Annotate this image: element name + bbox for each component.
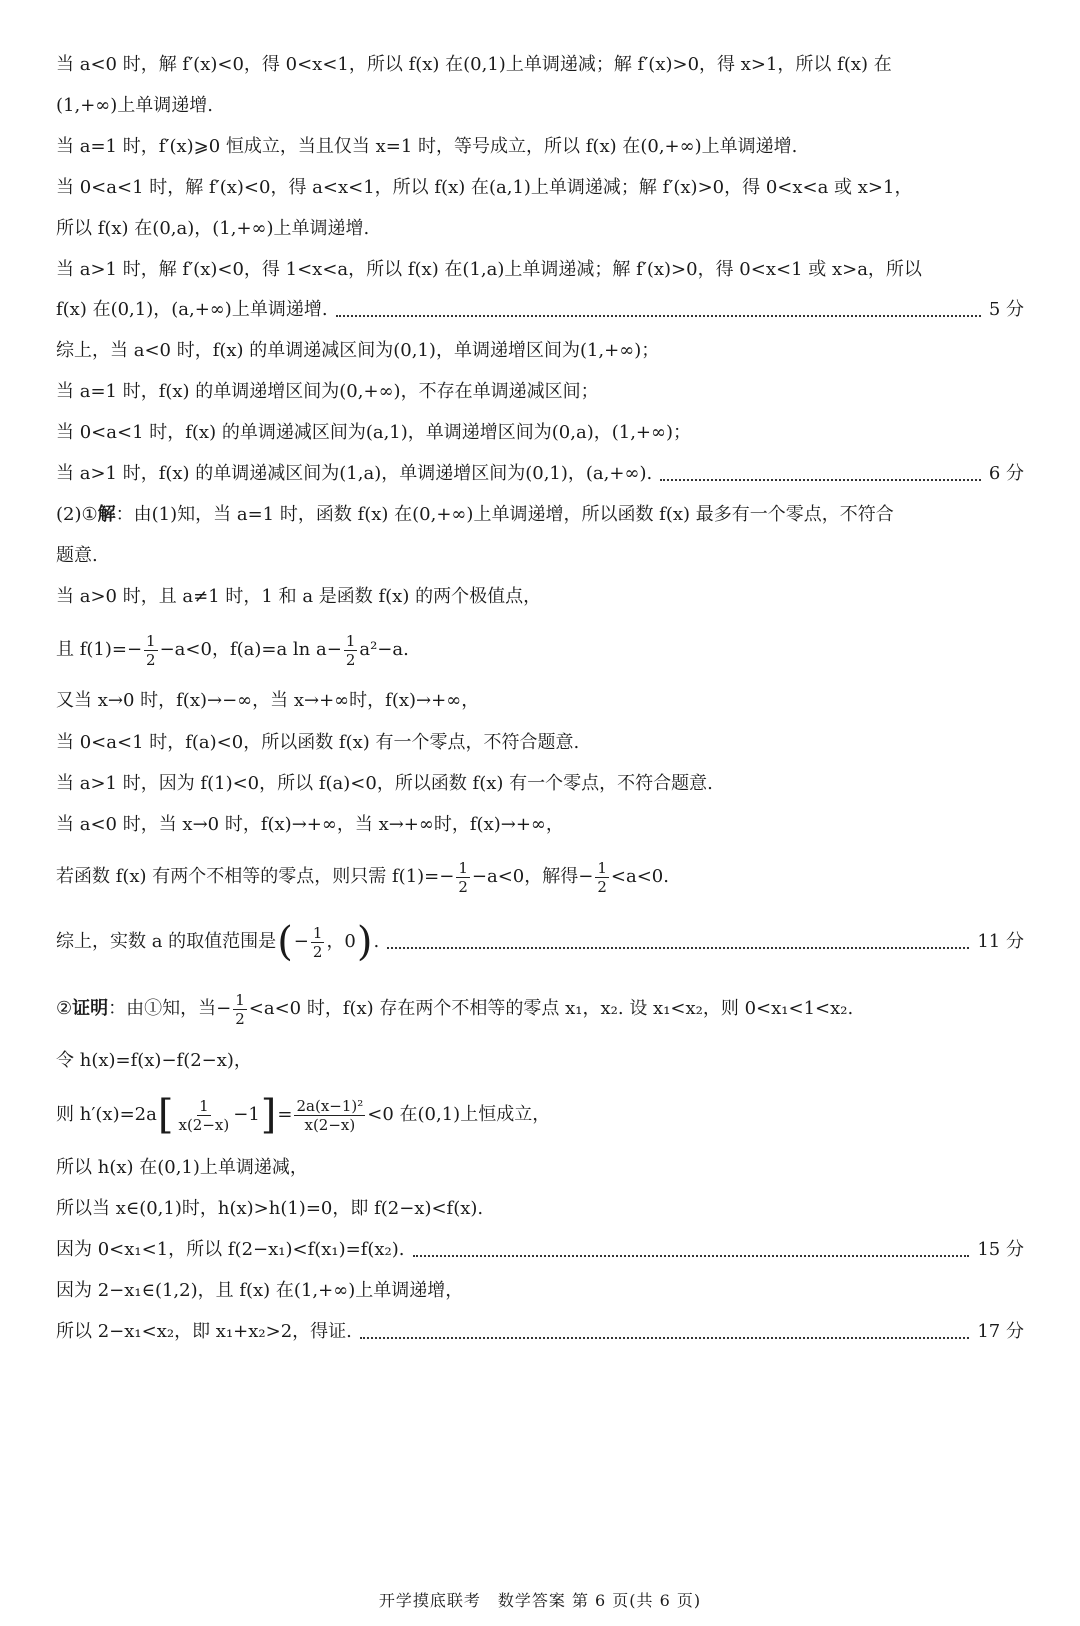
line-text: <a<0. bbox=[610, 866, 669, 887]
numerator: 1 bbox=[458, 858, 468, 877]
denominator: 2 bbox=[146, 650, 156, 669]
score-label: 5 分 bbox=[988, 299, 1024, 320]
text-line bbox=[56, 93, 1024, 119]
left-bracket: [ bbox=[157, 1092, 174, 1138]
formula-line bbox=[56, 986, 1024, 1032]
dotted-leader bbox=[413, 1251, 970, 1257]
line-text: 所以 h(x) 在(0,1)上单调递减， bbox=[56, 1157, 308, 1178]
line-text: 当 a<0 时，当 x→0 时，f(x)→+∞，当 x→+∞时，f(x)→+∞， bbox=[56, 814, 564, 835]
line-text: 因为 2−x₁∈(1,2)，且 f(x) 在(1,+∞)上单调递增， bbox=[56, 1280, 464, 1301]
formula-line bbox=[56, 855, 1024, 899]
line-text: 若函数 f(x) 有两个不相等的零点，则只需 f(1)=− bbox=[56, 866, 455, 887]
text-line bbox=[56, 1155, 1024, 1181]
part-label: (2)① bbox=[56, 504, 98, 525]
line-text: −a<0，f(a)=a ln a− bbox=[159, 639, 342, 660]
text-line-with-score bbox=[56, 1319, 1024, 1345]
line-text: 当 0<a<1 时，f(a)<0，所以函数 f(x) 有一个零点，不符合题意. bbox=[56, 732, 580, 753]
dotted-leader bbox=[660, 475, 981, 481]
text-line bbox=[56, 771, 1024, 797]
text-line bbox=[56, 1048, 1024, 1074]
line-text: 当 a>1 时，f(x) 的单调递减区间为(1,a)，单调递增区间为(0,1)，(a,+∞). bbox=[56, 463, 653, 484]
formula-line-with-score bbox=[56, 918, 1024, 966]
line-text: 所以 f(x) 在(0,a)，(1,+∞)上单调递增. bbox=[56, 218, 370, 239]
fraction-one-half bbox=[595, 859, 609, 896]
line-text: 当 a=1 时，f′(x)⩾0 恒成立，当且仅当 x=1 时，等号成立，所以 f(x) 在(0,+∞)上单调递增. bbox=[56, 136, 798, 157]
proof-label: 证明 bbox=[72, 998, 109, 1019]
equals-sign: = bbox=[277, 1104, 293, 1125]
part-label: ② bbox=[56, 998, 73, 1019]
fraction-simplified-derivative bbox=[294, 1097, 365, 1134]
line-text: 当 a>0 时，且 a≠1 时，1 和 a 是函数 f(x) 的两个极值点， bbox=[56, 586, 542, 607]
line-text: 当 a<0 时，解 f′(x)<0，得 0<x<1，所以 f(x) 在(0,1)上单调递减；解 f′(x)>0，得 x>1，所以 f(x) 在 bbox=[56, 54, 892, 75]
line-text: −1 bbox=[233, 1104, 260, 1125]
numerator: 1 bbox=[345, 631, 356, 650]
line-text: −a<0，解得− bbox=[471, 866, 594, 887]
text-line bbox=[56, 338, 1024, 364]
text-line bbox=[56, 52, 1024, 78]
line-text: 令 h(x)=f(x)−f(2−x)， bbox=[56, 1050, 252, 1071]
fraction-one-half bbox=[233, 991, 247, 1028]
line-text: a²−a. bbox=[359, 639, 409, 660]
line-text: 则 h′(x)=2a bbox=[56, 1104, 157, 1125]
fraction-one-half bbox=[456, 859, 470, 896]
line-text: 当 a>1 时，因为 f(1)<0，所以 f(a)<0，所以函数 f(x) 有一个零点，不符合题意. bbox=[56, 773, 713, 794]
denominator: x(2−x) bbox=[178, 1115, 230, 1134]
line-text: 当 a>1 时，解 f′(x)<0，得 1<x<a，所以 f(x) 在(1,a)上单调递减；解 f′(x)>0，得 0<x<1 或 x>a，所以 bbox=[56, 259, 922, 280]
line-text: 综上，实数 a 的取值范围是 bbox=[56, 931, 277, 952]
dotted-leader bbox=[360, 1333, 969, 1339]
text-line bbox=[56, 216, 1024, 242]
numerator: 1 bbox=[597, 858, 607, 877]
text-line bbox=[56, 134, 1024, 160]
line-text: 所以 2−x₁<x₂，即 x₁+x₂>2，得证. bbox=[56, 1321, 352, 1342]
text-line bbox=[56, 730, 1024, 756]
line-text: 综上，当 a<0 时，f(x) 的单调递减区间为(0,1)，单调递增区间为(1,+∞)； bbox=[56, 340, 660, 361]
text-line bbox=[56, 812, 1024, 838]
formula-line bbox=[56, 1090, 1024, 1140]
left-paren: ( bbox=[277, 919, 293, 965]
text-line-with-score bbox=[56, 461, 1024, 487]
denominator: 2 bbox=[458, 877, 468, 896]
period: . bbox=[373, 931, 380, 952]
fraction-one-half bbox=[311, 924, 325, 961]
dotted-leader bbox=[387, 943, 969, 949]
line-text: 因为 0<x₁<1，所以 f(2−x₁)<f(x₁)=f(x₂). bbox=[56, 1239, 405, 1260]
line-text: <a<0 时，f(x) 存在两个不相等的零点 x₁，x₂. 设 x₁<x₂，则 0<x₁<1<x₂. bbox=[248, 998, 854, 1019]
line-text: ：由①知，当− bbox=[108, 998, 232, 1019]
line-text: 当 0<a<1 时，f(x) 的单调递减区间为(a,1)，单调递增区间为(0,a)，(1,+∞)； bbox=[56, 422, 692, 443]
score-label: 15 分 bbox=[977, 1239, 1024, 1260]
numerator: 1 bbox=[199, 1096, 209, 1115]
fraction-one-half bbox=[344, 632, 358, 669]
denominator: 2 bbox=[312, 942, 323, 961]
text-line bbox=[56, 1196, 1024, 1222]
dotted-leader bbox=[336, 311, 981, 317]
denominator: x(2−x) bbox=[304, 1115, 356, 1134]
denominator: 2 bbox=[597, 877, 607, 896]
text-line bbox=[56, 584, 1024, 610]
right-bracket: ] bbox=[260, 1092, 277, 1138]
score-label: 17 分 bbox=[977, 1321, 1024, 1342]
line-text: <0 在(0,1)上恒成立， bbox=[367, 1104, 551, 1125]
line-text: 当 a=1 时，f(x) 的单调递增区间为(0,+∞)，不存在单调递减区间； bbox=[56, 381, 599, 402]
fraction-one-half bbox=[144, 632, 158, 669]
page-footer: 开学摸底联考 数学答案 第 6 页(共 6 页) bbox=[378, 1591, 702, 1610]
text-line bbox=[56, 543, 1024, 569]
score-label: 6 分 bbox=[988, 463, 1024, 484]
text-line-with-score bbox=[56, 297, 1024, 323]
line-text: ：由(1)知，当 a=1 时，函数 f(x) 在(0,+∞)上单调递增，所以函数 f(x) 最多有一个零点，不符合 bbox=[115, 504, 894, 525]
text-line bbox=[56, 379, 1024, 405]
line-text: 又当 x→0 时，f(x)→−∞，当 x→+∞时，f(x)→+∞， bbox=[56, 690, 480, 711]
minus-sign: − bbox=[293, 931, 309, 952]
line-text: 当 0<a<1 时，解 f′(x)<0，得 a<x<1，所以 f(x) 在(a,1)上单调递减；解 f′(x)>0，得 0<x<a 或 x>1， bbox=[56, 177, 913, 198]
text-line-with-score bbox=[56, 1237, 1024, 1263]
text-line bbox=[56, 257, 1024, 283]
numerator: 1 bbox=[146, 631, 156, 650]
text-line bbox=[56, 420, 1024, 446]
numerator: 1 bbox=[235, 990, 245, 1009]
solution-label: 解 bbox=[97, 504, 116, 525]
interval-end: ，0 bbox=[326, 931, 356, 952]
numerator: 1 bbox=[312, 923, 323, 942]
text-line bbox=[56, 502, 1024, 528]
line-text: f(x) 在(0,1)，(a,+∞)上单调递增. bbox=[56, 299, 328, 320]
formula-line bbox=[56, 628, 1024, 672]
text-line bbox=[56, 175, 1024, 201]
score-label: 11 分 bbox=[977, 931, 1024, 952]
right-paren: ) bbox=[356, 919, 373, 965]
line-text: (1,+∞)上单调递增. bbox=[56, 95, 214, 116]
line-text: 题意. bbox=[56, 545, 98, 566]
line-text: 且 f(1)=− bbox=[56, 639, 143, 660]
denominator: 2 bbox=[235, 1009, 245, 1028]
text-line bbox=[56, 688, 1024, 714]
line-text: 所以当 x∈(0,1)时，h(x)>h(1)=0，即 f(2−x)<f(x). bbox=[56, 1198, 484, 1219]
numerator: 2a(x−1)² bbox=[296, 1096, 364, 1115]
denominator: 2 bbox=[345, 650, 356, 669]
text-line bbox=[56, 1278, 1024, 1304]
fraction-derivative-term bbox=[176, 1097, 231, 1134]
